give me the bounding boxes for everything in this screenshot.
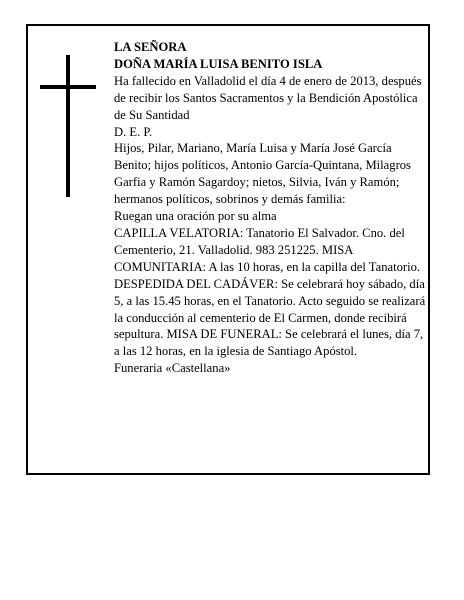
cross-vertical-bar	[66, 55, 70, 197]
prayer-request: Ruegan una oración por su alma	[114, 209, 277, 224]
chapel-info: CAPILLA VELATORIA: Tanatorio El Salvador. Cno. del Cementerio, 21. Valladolid. 983 251225. MISA COMUNITARIA: A las 10 horas, en la capilla del Tanatorio.	[114, 225, 421, 274]
dep-line: D. E. P.	[114, 124, 153, 139]
funeral-home: Funeraria «Castellana»	[114, 361, 231, 376]
deceased-name: DOÑA MARÍA LUISA BENITO ISLA	[114, 56, 323, 71]
farewell-info: DESPEDIDA DEL CADÁVER: Se celebrará hoy sábado, día 5, a las 15.45 horas, en el Tanatorio. Acto seguido se realizará la conducción al cementerio de El Carmen, donde recibirá sepultura. MISA DE FUNERAL: Se celebrará el lunes, día 7, a las 12 horas, en la iglesia de Santiago Apóstol.	[114, 276, 426, 359]
notice-title: LA SEÑORA	[114, 40, 187, 54]
notice-text	[114, 39, 426, 377]
obituary-notice	[26, 24, 430, 475]
family-list: Hijos, Pilar, Mariano, María Luisa y María José García Benito; hijos políticos, Antonio García-Quintana, Milagros Garfia y Ramón Sagardoy; nietos, Silvia, Iván y Ramón; hermanos políticos, sobrinos y demás familia:	[114, 141, 411, 207]
cross-horizontal-bar	[40, 85, 96, 89]
death-announcement: Ha fallecido en Valladolid el día 4 de enero de 2013, después de recibir los Santos Sacramentos y la Bendición Apostólica de Su Santidad	[114, 73, 422, 122]
